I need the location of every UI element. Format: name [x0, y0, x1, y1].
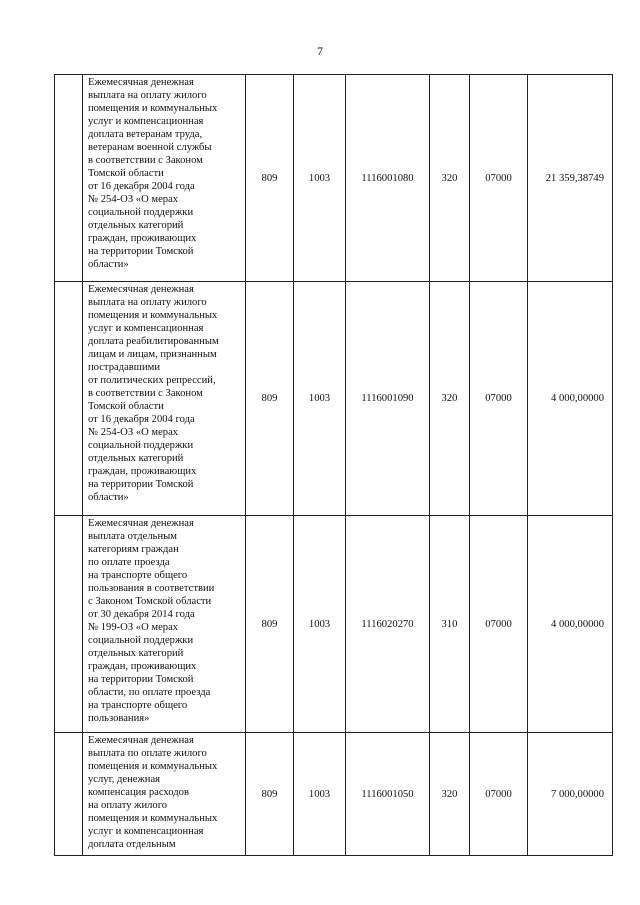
row-number-cell	[55, 516, 83, 733]
amount-cell: 21 359,38749	[528, 75, 613, 282]
ministry-code-cell: 809	[246, 75, 294, 282]
table-row	[55, 733, 613, 856]
row-name-cell: Ежемесячная денежная выплата отдельным категориям граждан по оплате проезда на транспорте общего пользования в соответствии с Законом Томской области от 30 декабря 2014 года № 199-ОЗ «О мерах социальной поддержки отдельных категорий граждан, проживающих на территории Томской области, по оплате проезда на транспорте общего пользования»	[83, 516, 246, 733]
amount-cell: 4 000,00000	[528, 282, 613, 516]
page-number: 7	[317, 44, 323, 58]
row-name-cell: Ежемесячная денежная выплата по оплате жилого помещения и коммунальных услуг, денежная компенсация расходов на оплату жилого помещения и коммунальных услуг и компенсационная доплата отдельным	[83, 733, 246, 856]
section-code-cell: 1003	[294, 75, 346, 282]
kosgu-code-cell: 07000	[470, 516, 528, 733]
section-code-cell: 1003	[294, 516, 346, 733]
ministry-code-cell: 809	[246, 516, 294, 733]
ministry-code-cell: 809	[246, 733, 294, 856]
expense-type-cell: 320	[430, 282, 470, 516]
row-name-cell: Ежемесячная денежная выплата на оплату жилого помещения и коммунальных услуг и компенсационная доплата ветеранам труда, ветеранам военной службы в соответствии с Законом Томской области от 16 декабря 2004 года № 254-ОЗ «О мерах социальной поддержки отдельных категорий граждан, проживающих на территории Томской области»	[83, 75, 246, 282]
kosgu-code-cell: 07000	[470, 75, 528, 282]
section-code-cell: 1003	[294, 282, 346, 516]
table-row	[55, 282, 613, 516]
table-row	[55, 75, 613, 282]
table-row	[55, 516, 613, 733]
target-code-cell: 1116020270	[346, 516, 430, 733]
kosgu-code-cell: 07000	[470, 282, 528, 516]
expense-type-cell: 320	[430, 733, 470, 856]
row-number-cell	[55, 282, 83, 516]
target-code-cell: 1116001080	[346, 75, 430, 282]
expense-type-cell: 310	[430, 516, 470, 733]
section-code-cell: 1003	[294, 733, 346, 856]
budget-table	[54, 74, 613, 856]
amount-cell: 7 000,00000	[528, 733, 613, 856]
row-number-cell	[55, 733, 83, 856]
ministry-code-cell: 809	[246, 282, 294, 516]
target-code-cell: 1116001090	[346, 282, 430, 516]
row-name-cell: Ежемесячная денежная выплата на оплату жилого помещения и коммунальных услуг и компенсационная доплата реабилитированным лицам и лицам, признанным пострадавшими от политических репрессий, в соответствии с Законом Томской области от 16 декабря 2004 года № 254-ОЗ «О мерах социальной поддержки отдельных категорий граждан, проживающих на территории Томской области»	[83, 282, 246, 516]
expense-type-cell: 320	[430, 75, 470, 282]
amount-cell: 4 000,00000	[528, 516, 613, 733]
target-code-cell: 1116001050	[346, 733, 430, 856]
kosgu-code-cell: 07000	[470, 733, 528, 856]
row-number-cell	[55, 75, 83, 282]
